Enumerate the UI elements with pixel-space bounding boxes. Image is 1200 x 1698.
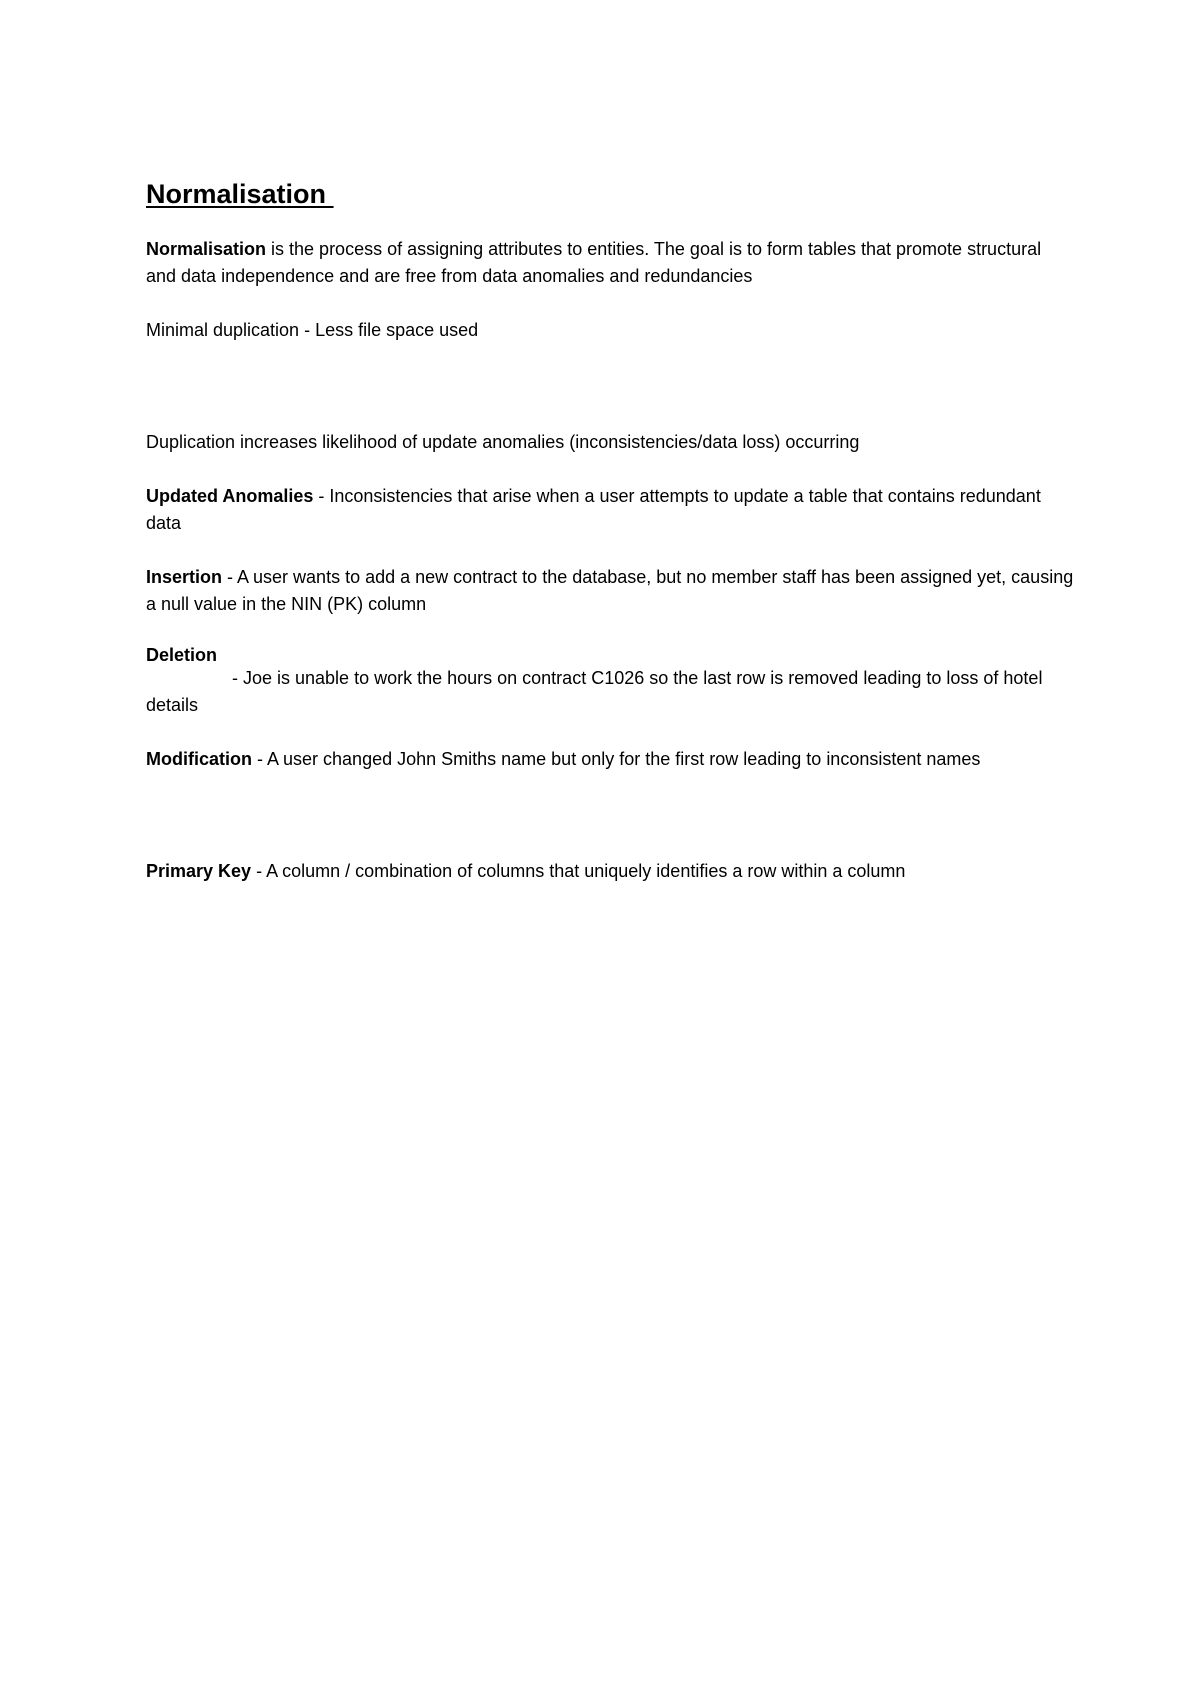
term-modification: Modification <box>146 749 252 769</box>
paragraph-normalisation-definition <box>146 236 1076 290</box>
definition-updated-anomalies: - Inconsistencies that arise when a user attempts to update a table that contains redundant data <box>146 486 1041 533</box>
term-insertion: Insertion <box>146 567 223 587</box>
paragraph-modification <box>146 746 1076 773</box>
paragraph-primary-key <box>146 858 1076 885</box>
term-primary-key: Primary Key <box>146 861 252 881</box>
term-normalisation: Normalisation <box>146 239 267 259</box>
definition-primary-key: - A column / combination of columns that uniquely identifies a row within a column <box>251 861 906 881</box>
document-body <box>146 176 1076 885</box>
paragraph-deletion <box>146 645 1076 719</box>
paragraph-insertion <box>146 564 1076 618</box>
definition-insertion: - A user wants to add a new contract to the database, but no member staff has been assigned yet, causing a null value in the NIN (PK) column <box>146 567 1074 614</box>
definition-modification: - A user changed John Smiths name but only for the first row leading to inconsistent names <box>252 749 981 769</box>
definition-deletion: - Joe is unable to work the hours on contract C1026 so the last row is removed leading to loss of hotel details <box>146 668 1043 715</box>
document-title: Normalisation <box>146 179 334 209</box>
paragraph-updated-anomalies <box>146 483 1076 537</box>
term-deletion: Deletion <box>146 645 218 665</box>
paragraph-minimal-duplication: Minimal duplication - Less file space used <box>146 320 479 340</box>
paragraph-duplication: Duplication increases likelihood of update anomalies (inconsistencies/data loss) occurring <box>146 432 860 452</box>
term-updated-anomalies: Updated Anomalies <box>146 486 314 506</box>
definition-normalisation: is the process of assigning attributes to entities. The goal is to form tables that promote structural and data independence and are free from data anomalies and redundancies <box>146 239 1042 286</box>
